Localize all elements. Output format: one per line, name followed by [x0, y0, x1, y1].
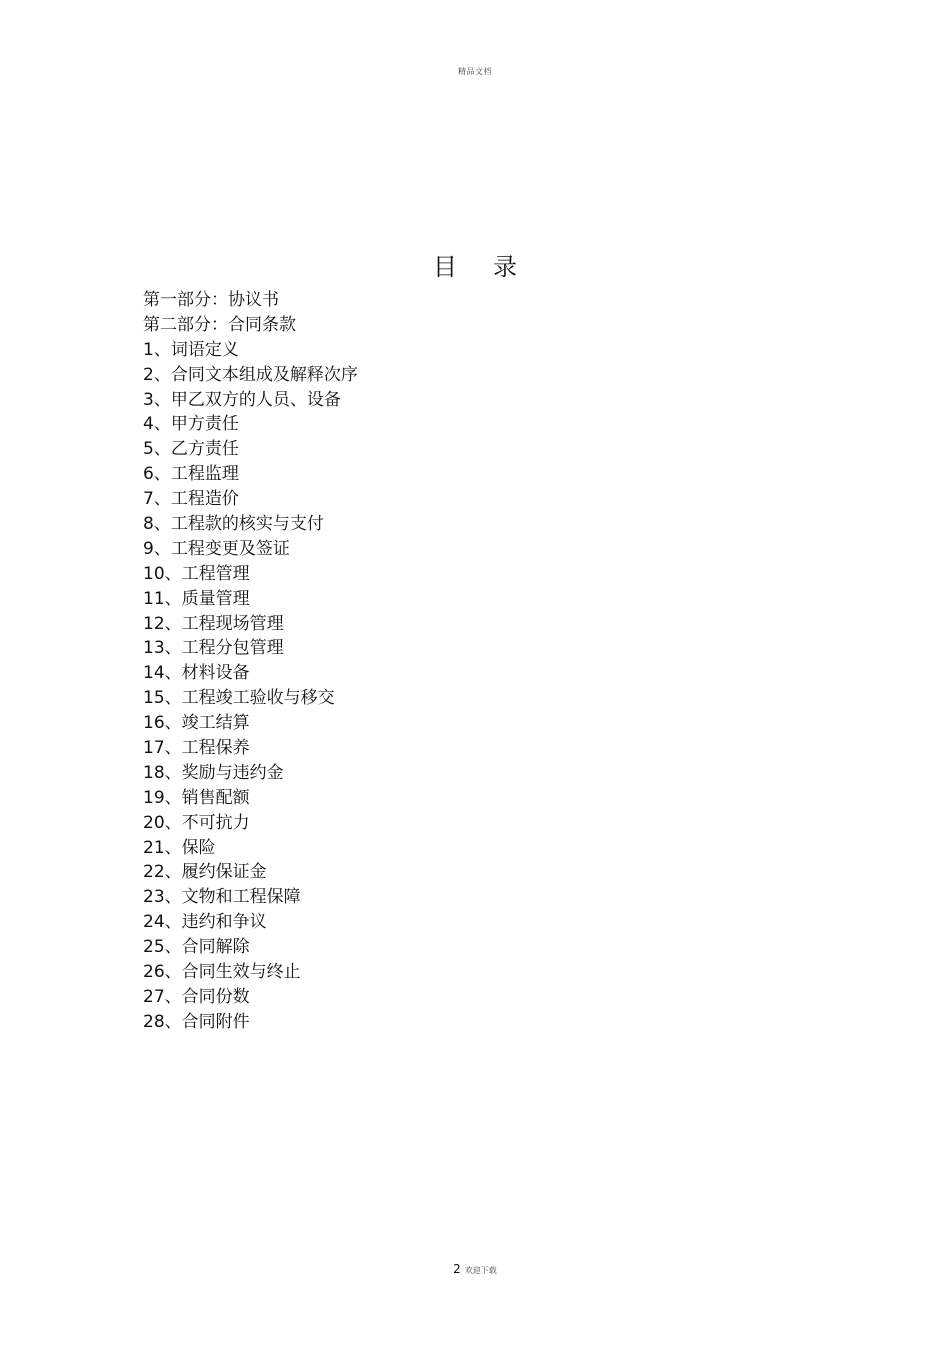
toc-item: 7、工程造价 [143, 489, 239, 510]
toc-item: 13、工程分包管理 [143, 638, 284, 659]
toc-item: 12、工程现场管理 [143, 613, 284, 634]
toc-item: 8、工程款的核实与支付 [143, 514, 324, 535]
toc-item: 26、合同生效与终止 [143, 962, 301, 983]
toc-list [143, 288, 358, 1035]
toc-item: 14、材料设备 [143, 663, 250, 684]
toc-item: 3、甲乙双方的人员、设备 [143, 389, 341, 410]
toc-item: 第一部分：协议书 [143, 290, 279, 310]
toc-item: 22、履约保证金 [143, 862, 267, 883]
toc-item: 15、工程竣工验收与移交 [143, 688, 335, 709]
toc-title: 目录 [433, 253, 553, 281]
footer-text: 欢迎下载 [464, 1266, 497, 1275]
toc-item: 18、奖励与违约金 [143, 762, 284, 783]
toc-item: 19、销售配额 [143, 787, 250, 808]
toc-item: 10、工程管理 [143, 563, 250, 584]
page-header: 精品文档 [458, 67, 492, 76]
page-footer [0, 1258, 950, 1277]
toc-item: 28、合同附件 [143, 1011, 250, 1032]
toc-item: 20、不可抗力 [143, 812, 250, 833]
toc-item: 17、工程保养 [143, 738, 250, 759]
toc-item: 24、违约和争议 [143, 912, 267, 933]
toc-item: 27、合同份数 [143, 986, 250, 1007]
toc-item: 11、质量管理 [143, 588, 250, 609]
page-number: 2 [453, 1262, 461, 1276]
toc-item: 16、竣工结算 [143, 713, 250, 734]
toc-item: 2、合同文本组成及解释次序 [143, 364, 358, 385]
toc-item: 1、词语定义 [143, 339, 239, 360]
toc-item: 4、甲方责任 [143, 414, 239, 435]
toc-item: 23、文物和工程保障 [143, 887, 301, 908]
toc-item: 6、工程监理 [143, 464, 239, 485]
toc-item: 21、保险 [143, 837, 216, 858]
toc-item: 9、工程变更及签证 [143, 538, 290, 559]
toc-item: 5、乙方责任 [143, 439, 239, 460]
toc-item: 25、合同解除 [143, 937, 250, 958]
toc-item: 第二部分：合同条款 [143, 314, 296, 335]
